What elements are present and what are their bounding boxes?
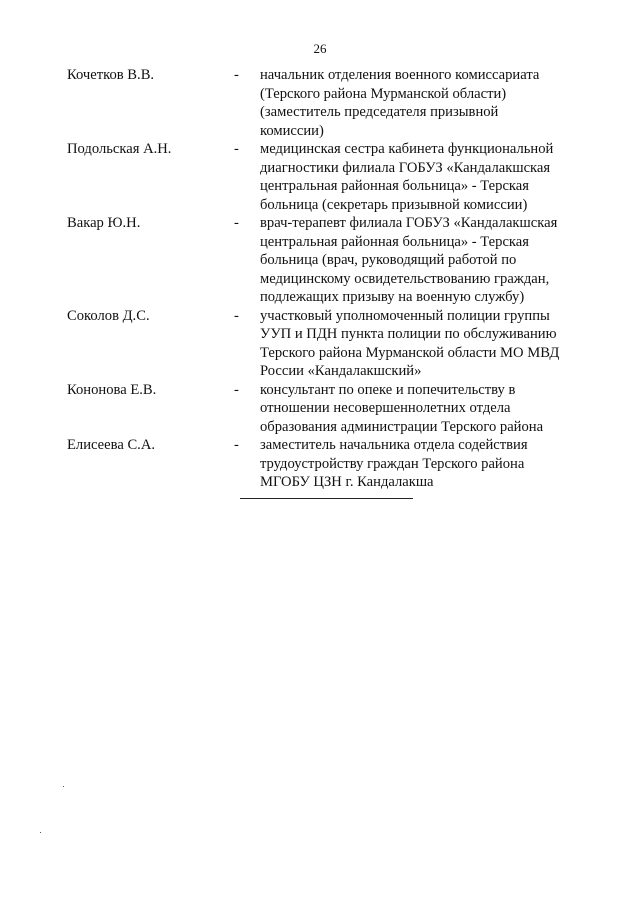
member-role-line: врач-терапевт филиала ГОБУЗ «Кандалакшская: [260, 215, 558, 231]
member-role: [260, 140, 590, 214]
separator-line: [240, 498, 413, 499]
member-role-line: трудоустройству граждан Терского района: [260, 455, 525, 472]
member-row: [0, 307, 640, 381]
scan-speck: [40, 832, 41, 833]
member-role-line: больница (врач, руководящий работой по: [260, 252, 517, 268]
member-row: [0, 66, 640, 140]
member-role-line: участковый уполномоченный полиции группы: [260, 307, 550, 324]
member-dash: -: [234, 381, 239, 398]
member-role-line: начальник отделения военного комиссариата: [260, 67, 540, 83]
member-role-line: центральная районная больница» - Терская: [260, 178, 529, 194]
member-name: Вакар Ю.Н.: [67, 215, 141, 231]
member-dash: -: [234, 141, 239, 157]
member-role: [260, 307, 590, 381]
member-role-line: диагностики филиала ГОБУЗ «Кандалакшская: [260, 159, 551, 176]
member-role-line: (заместитель председателя призывной: [260, 104, 499, 120]
member-role: [260, 66, 590, 140]
member-role-line: МГОБУ ЦЗН г. Кандалакша: [260, 474, 434, 490]
member-role-line: медицинская сестра кабинета функциональной: [260, 141, 554, 157]
member-name: Подольская А.Н.: [67, 141, 172, 157]
member-role-line: медицинскому освидетельствованию граждан,: [260, 270, 550, 287]
member-name: Соколов Д.С.: [67, 307, 150, 324]
member-role-line: консультант по опеке и попечительству в: [260, 381, 516, 398]
member-role-line: Терского района Мурманской области МО МВД: [260, 344, 560, 361]
member-role: [260, 381, 590, 437]
member-name: Елисеева С.А.: [67, 437, 156, 453]
member-row: [0, 140, 640, 214]
member-dash: -: [234, 307, 239, 324]
member-role-line: России «Кандалакшский»: [260, 363, 422, 379]
member-role-line: образования администрации Терского района: [260, 418, 544, 435]
member-role-line: (Терского района Мурманской области): [260, 85, 507, 102]
page-number: 26: [313, 41, 327, 56]
member-dash: -: [234, 67, 239, 83]
member-role: [260, 214, 590, 307]
member-dash: -: [234, 215, 239, 231]
member-dash: -: [234, 437, 239, 453]
member-row: [0, 436, 640, 492]
member-role-line: комиссии): [260, 122, 324, 139]
member-role-line: подлежащих призыву на военную службу): [260, 289, 525, 305]
member-role-line: УУП и ПДН пункта полиции по обслуживанию: [260, 326, 557, 342]
member-role-line: отношении несовершеннолетних отдела: [260, 400, 511, 416]
member-name: Кононова Е.В.: [67, 381, 157, 398]
member-name: Кочетков В.В.: [67, 67, 155, 83]
commission-member-list: [0, 66, 640, 492]
member-role-line: заместитель начальника отдела содействия: [260, 437, 528, 453]
scan-speck: [63, 786, 64, 787]
member-role-line: центральная районная больница» - Терская: [260, 233, 529, 250]
member-role: [260, 436, 590, 492]
member-row: [0, 381, 640, 437]
member-role-line: больница (секретарь призывной комиссии): [260, 196, 528, 213]
member-row: [0, 214, 640, 307]
